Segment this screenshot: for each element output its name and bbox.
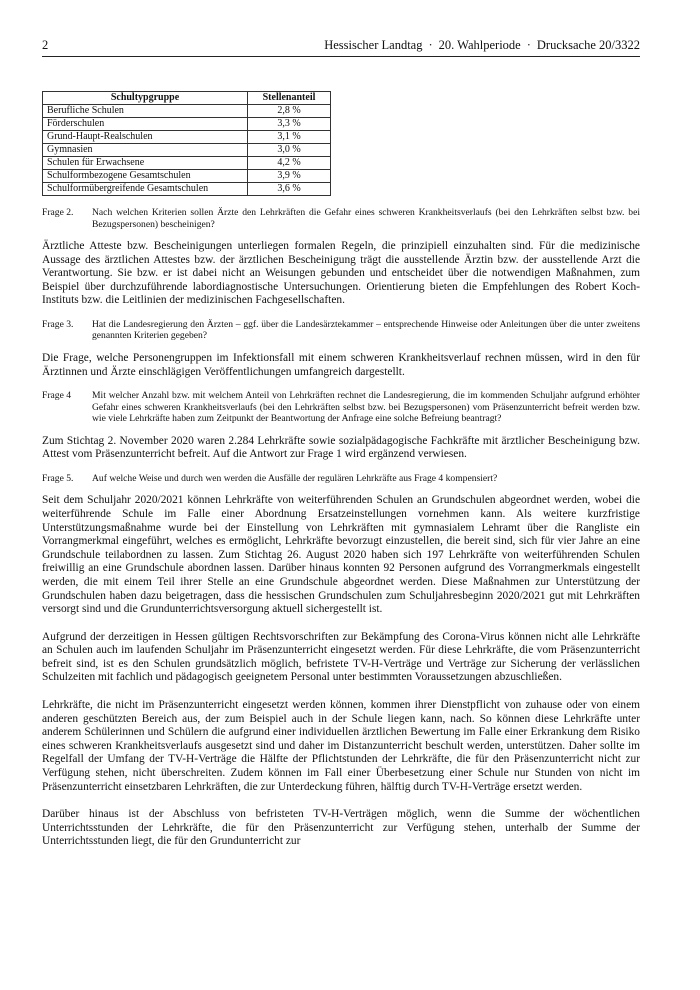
share-cell: 4,2 % — [248, 157, 331, 170]
answer-5-paragraph-2: Aufgrund der derzeitigen in Hessen gültigen Rechtsvorschriften zur Bekämpfung des Corona-Virus können nicht alle Lehrkräfte an Schulen auch im laufenden Schuljahr im Präsenzunterricht eingesetzt werden. Für diese Lehrkräfte, die vom Präsenzunterricht befreit sind, ist es den Schulen grundsätzlich möglich, befristete TV-H-Verträge und Verträge zur Sicherung der verlässlichen Schulzeiten mit fachlich und pädagogisch geeignetem Personal unter bestimmten Voraussetzungen abzuschließen. — [42, 630, 640, 684]
answer-3: Die Frage, welche Personengruppen im Infektionsfall mit einem schweren Krankheitsverlauf rechnen müssen, wird in den für Ärztinnen und Ärzte einschlägigen Veröffentlichungen umfangreich dargestellt. — [42, 351, 640, 378]
share-cell: 2,8 % — [248, 105, 331, 118]
table-row — [43, 131, 331, 144]
share-cell: 3,9 % — [248, 170, 331, 183]
question-text: Hat die Landesregierung den Ärzten – ggf. über die Landesärztekammer – entsprechende Hinweise oder Anleitungen über die unter zweitens genannten Kriterien gegeben? — [92, 318, 640, 342]
question-label: Frage 5. — [42, 472, 74, 484]
table-header-row — [43, 92, 331, 105]
parliament-name: Hessischer Landtag — [324, 38, 423, 52]
separator: · — [428, 38, 433, 52]
answer-5-paragraph-4: Darüber hinaus ist der Abschluss von befristeten TV-H-Verträgen möglich, wenn die Summe der wöchentlichen Unterrichtsstunden der Lehrkräfte, die für den Präsenzunterricht zur Verfügung stehen, unterhalb der Summe der Unterrichtsstunden liegt, die für den Grundunterricht zur — [42, 808, 640, 848]
answer-5-paragraph-1: Seit dem Schuljahr 2020/2021 können Lehrkräfte von weiterführenden Schulen an Grundschulen abgeordnet werden, wobei die weiterführende Schule im Falle einer Abordnung Ersatzeinstellungen vornehmen kann. Als weitere kurzfristige Unterstützungsmaßnahme wurde bei der Einstellung von Lehrkräften mit gymnasialem Lehramt über die Rangliste ein Vorrangmerkmal eingeführt, welches es ermöglicht, Lehrkräfte bevorzugt einzustellen, die bereit sind, sich für vier Jahre an eine Grundschule teilabordnen zu lassen. Zum Stichtag 26. August 2020 haben sich 197 Lehrkräfte von weiterführenden Schulen freiwillig an eine Grundschule abordnen lassen. Darüber hinaus konnten 92 Personen aufgrund des Vorrangmerkmals eingestellt werden, die mit einem Teil ihrer Stelle an eine Grundschule abgeordnet werden. Diese Maßnahmen zur Unterstützung der Grundschulen haben dazu beigetragen, dass die hessischen Grundschulen zum Schuljahresbeginn 2020/2021 gut mit Lehrkräften versorgt sind und die Grundunterrichtsversorgung aktuell sichergestellt ist. — [42, 494, 640, 616]
answer-2: Ärztliche Atteste bzw. Bescheinigungen unterliegen formalen Regeln, die prinzipiell einzuhalten sind. Für die medizinische Aussage des ärztlichen Attestes bzw. der ärztlichen Bescheinigung trägt die ausstellende Ärztin bzw. der ausstellende Arzt die Verantwortung. Sie bzw. er ist dabei nicht an Weisungen gebunden und entscheidet über die notwendigen Maßnahmen, zum Beispiel über durchzuführende labordiagnostische Untersuchungen. Orientierung bieten die Empfehlungen des Robert Koch-Instituts bzw. die Leitlinien der medizinischen Fachgesellschaften. — [42, 240, 640, 307]
question-text: Nach welchen Kriterien sollen Ärzte den Lehrkräften die Gefahr eines schweren Krankheitsverlaufs (bei den Lehrkräften selbst bzw. bei Bezugspersonen) bescheinigen? — [92, 207, 640, 230]
question-label: Frage 4 — [42, 390, 72, 402]
question-label: Frage 2. — [42, 207, 74, 218]
share-cell: 3,1 % — [248, 131, 331, 144]
question-2 — [42, 207, 640, 230]
share-cell: 3,0 % — [248, 144, 331, 157]
school-type-cell: Schulformübergreifende Gesamtschulen — [43, 183, 248, 196]
school-type-cell: Schulen für Erwachsene — [43, 157, 248, 170]
share-cell: 3,6 % — [248, 183, 331, 196]
table-row — [43, 170, 331, 183]
question-5 — [42, 473, 640, 485]
school-type-cell: Förderschulen — [43, 118, 248, 131]
answer-4: Zum Stichtag 2. November 2020 waren 2.284 Lehrkräfte sowie sozialpädagogische Fachkräfte mit ärztlicher Bescheinigung bzw. Attest vom Präsenzunterricht befreit. Auf die Antwort zur Frage 1 wird ergänzend verwiesen. — [42, 434, 640, 461]
question-3 — [42, 319, 640, 342]
column-header-share: Stellenanteil — [248, 92, 331, 105]
question-label: Frage 3. — [42, 318, 74, 330]
answer-5-paragraph-3: Lehrkräfte, die nicht im Präsenzunterricht eingesetzt werden können, kommen ihrer Dienstpflicht von zuhause oder von einem anderen geschützten Bereich aus, der zum Beispiel auch in der Schule liegen kann, nach. So können diese Lehrkräfte unter anderem Schülerinnen und Schülern die aufgrund einer individuellen ärztlichen Bewertung im Falle einer Erkrankung dem Risiko eines schweren Krankheitsverlaufs ausgesetzt sind und daher im Distanzunterricht beschult werden, unterstützen. Daher sollte im Regelfall der Umfang der TV-H-Verträge die Hälfte der Pflichtstunden der Lehrkräfte, die für den Präsenzunterricht nicht zur Verfügung stehen, nicht überschreiten. Zudem können im Fall einer Überbesetzung einer Schule nur Stunden von nicht im Präsenzunterricht einsetzbaren Lehrkräften, die zur Unterdeckung führen, hälftig durch TV-H-Verträge ersetzt werden. — [42, 699, 640, 793]
table-row — [43, 144, 331, 157]
document-page — [42, 38, 640, 849]
table-row — [43, 183, 331, 196]
question-text: Mit welcher Anzahl bzw. mit welchem Anteil von Lehrkräften rechnet die Landesregierung, die im kommenden Schuljahr aufgrund erhöhter Gefahr eines schweren Krankheitsverlaufs (bei den Lehrkräften selbst bzw. bei Bezugspersonen) vom Präsenzunterricht befreit werden bzw. wie viele Lehrkräfte haben zum Zeitpunkt der Beantwortung der Anfrage eine solche Befreiung beantragt? — [92, 390, 640, 425]
school-type-cell: Grund-Haupt-Realschulen — [43, 131, 248, 144]
table-row — [43, 157, 331, 170]
question-text: Auf welche Weise und durch wen werden die Ausfälle der regulären Lehrkräfte aus Frage 4 kompensiert? — [92, 472, 498, 484]
school-type-cell: Berufliche Schulen — [43, 105, 248, 118]
question-4 — [42, 390, 640, 425]
separator: · — [526, 38, 531, 52]
page-number: 2 — [42, 38, 49, 52]
table-row — [43, 105, 331, 118]
header-info — [324, 38, 640, 53]
school-type-table — [42, 91, 331, 196]
table-row — [43, 118, 331, 131]
column-header-school-type: Schultypgruppe — [43, 92, 248, 105]
document-number: Drucksache 20/3322 — [536, 38, 640, 52]
page-header — [42, 38, 640, 57]
share-cell: 3,3 % — [248, 118, 331, 131]
school-type-cell: Schulformbezogene Gesamtschulen — [43, 170, 248, 183]
legislative-period: 20. Wahlperiode — [438, 38, 521, 52]
school-type-cell: Gymnasien — [43, 144, 248, 157]
